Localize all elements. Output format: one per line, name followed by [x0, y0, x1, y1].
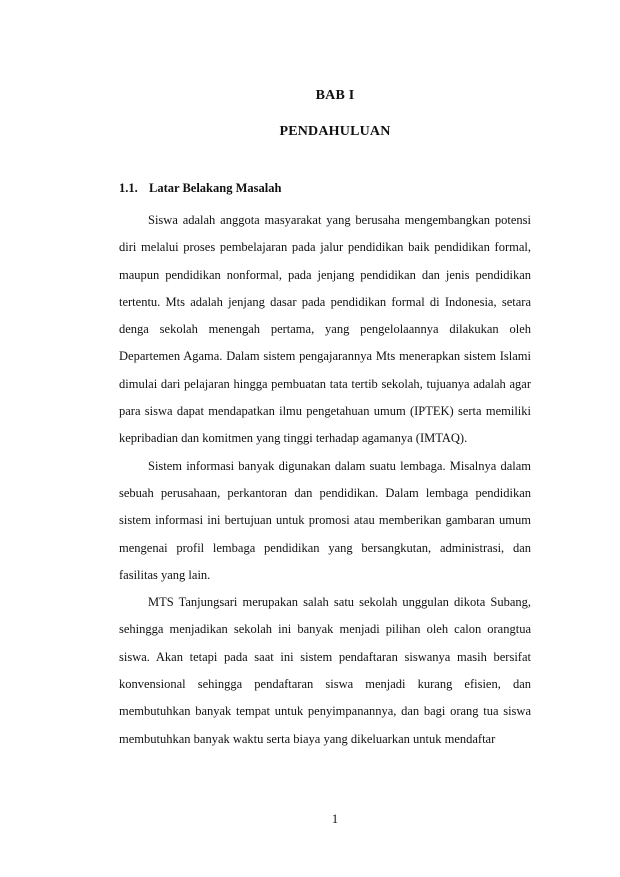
- paragraph: Siswa adalah anggota masyarakat yang berusaha mengembangkan potensi diri melalui proses pembelajaran pada jalur pendidikan baik pendidikan formal, maupun pendidikan nonformal, pada jenjang pendidikan dan jenis pendidikan tertentu. Mts adalah jenjang dasar pada pendidikan formal di Indonesia, setara denga sekolah menengah pertama, yang pengelolaannya dilakukan oleh Departemen Agama. Dalam sistem pengajarannya Mts menerapkan sistem Islami dimulai dari pelajaran hingga pembuatan tata tertib sekolah, tujuanya adalah agar para siswa dapat mendapatkan ilmu pengetahuan umum (IPTEK) serta memiliki kepribadian dan komitmen yang tinggi terhadap agamanya (IMTAQ).: [119, 213, 531, 446]
- paragraph: Sistem informasi banyak digunakan dalam suatu lembaga. Misalnya dalam sebuah perusahaan, perkantoran dan pendidikan. Dalam lembaga pendidikan sistem informasi ini bertujuan untuk promosi atau memberikan gambaran umum mengenai profil lembaga pendidikan yang bersangkutan, administrasi, dan fasilitas yang lain.: [119, 458, 531, 582]
- section-number: 1.1.: [119, 181, 138, 195]
- paragraph: MTS Tanjungsari merupakan salah satu sekolah unggulan dikota Subang, sehingga menjadikan sekolah ini banyak menjadi pilihan oleh calon orangtua siswa. Akan tetapi pada saat ini sistem pendaftaran siswanya masih bersifat konvensional sehingga pendaftaran siswa menjadi kurang efisien, dan membutuhkan banyak tempat untuk penyimpanannya, dan bagi orang tua siswa membutuhkan banyak waktu serta biaya yang dikeluarkan untuk mendaftar: [119, 595, 531, 746]
- body-text: [119, 207, 531, 753]
- section-title: Latar Belakang Masalah: [149, 181, 282, 195]
- chapter-heading: BAB I: [315, 88, 355, 103]
- chapter-title: PENDAHULUAN: [279, 124, 391, 139]
- page-number: 1: [331, 812, 339, 826]
- section-heading: [119, 181, 281, 196]
